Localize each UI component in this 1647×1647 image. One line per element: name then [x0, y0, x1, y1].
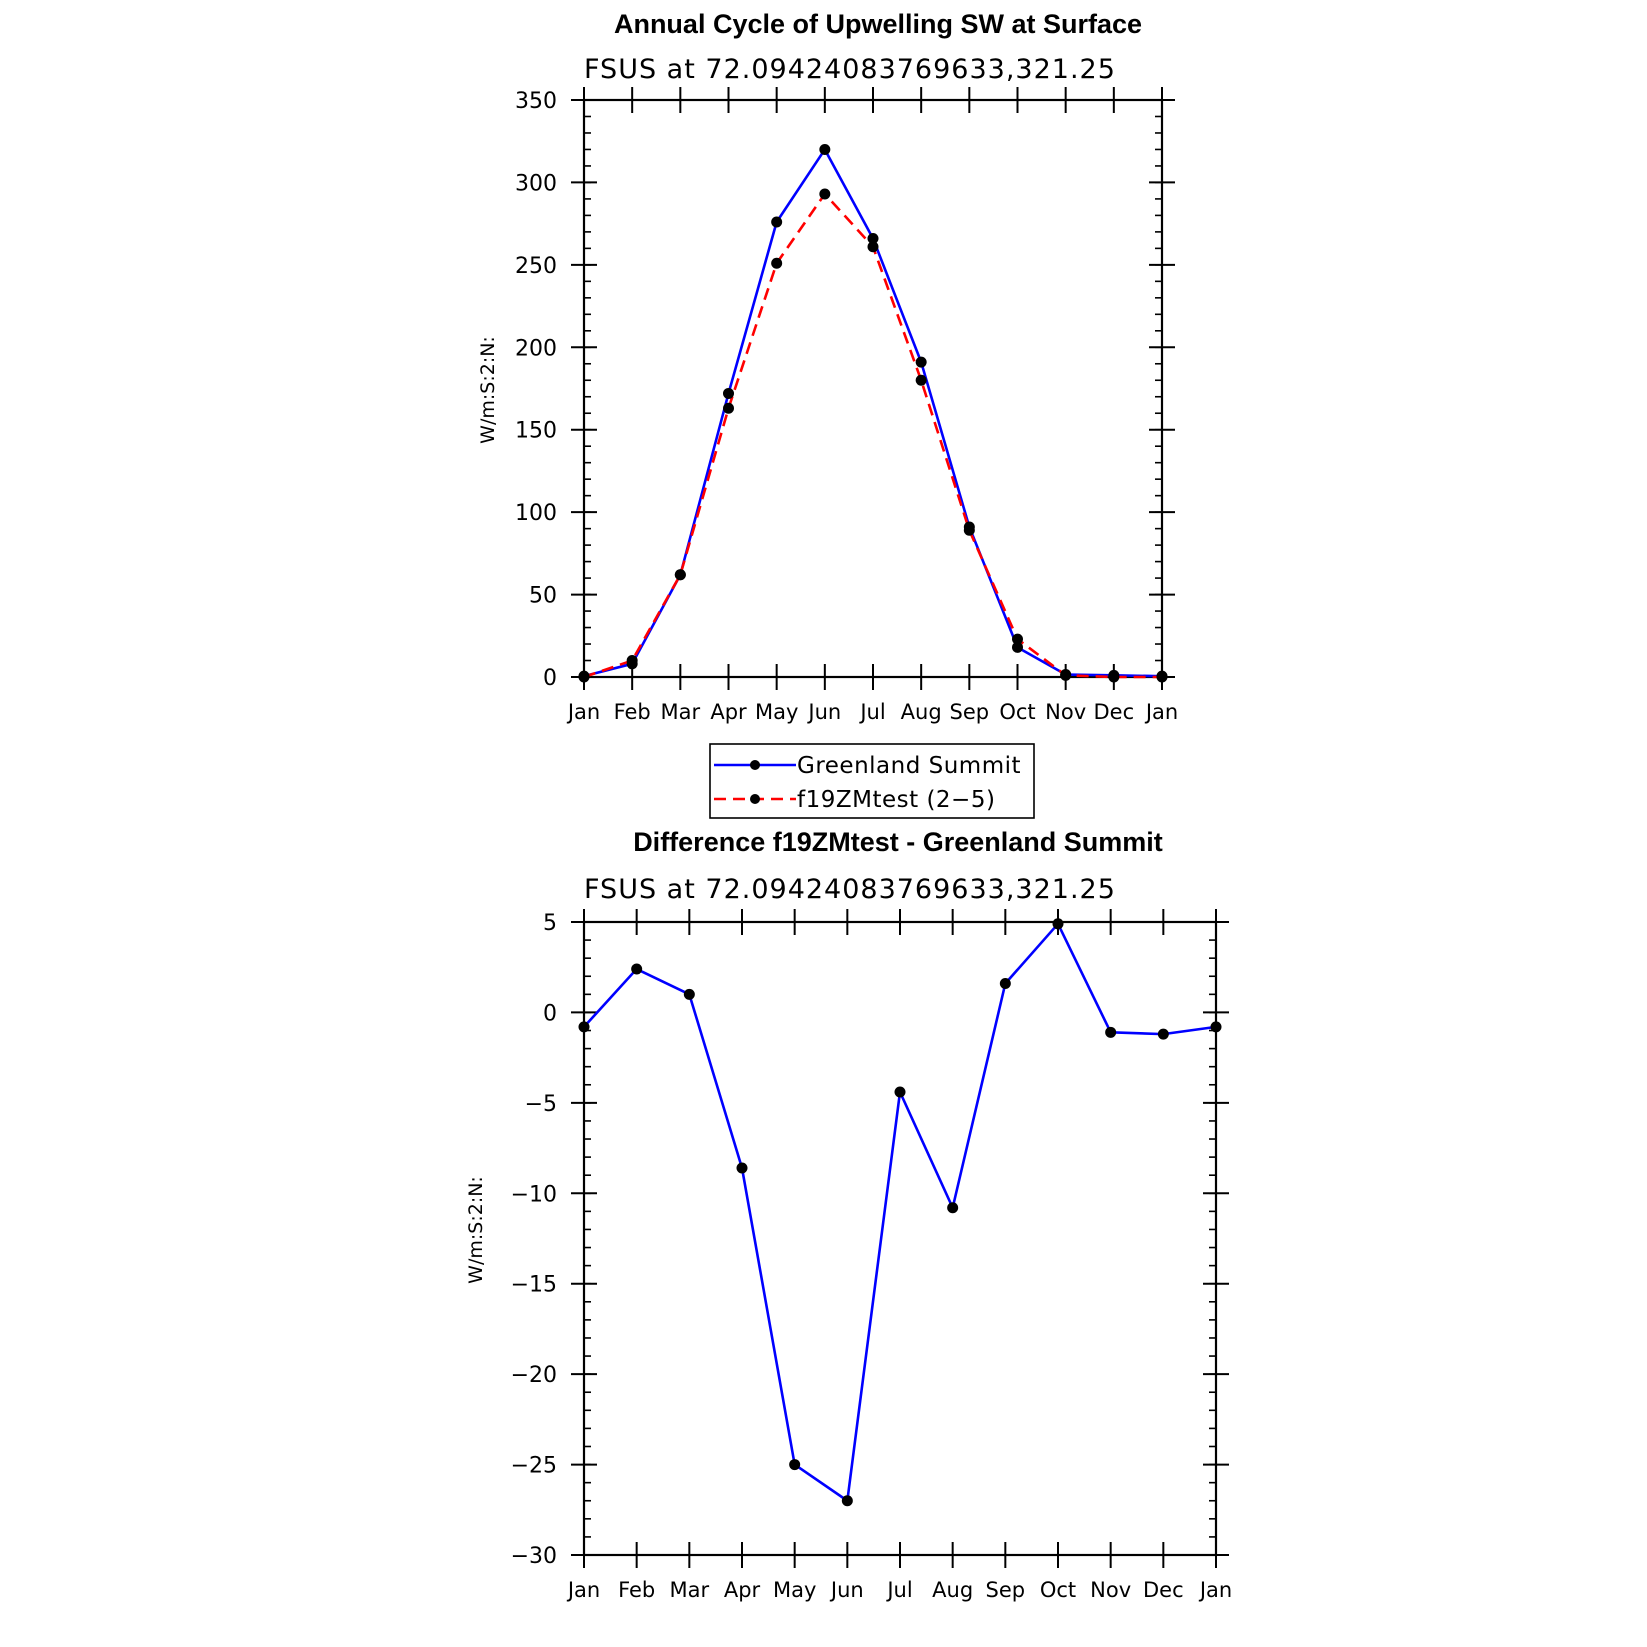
top-chart-series-1-point: [868, 241, 879, 252]
legend-label-f19zmtest: f19ZMtest (2−5): [797, 787, 996, 813]
bottom-chart-ytick-label: −5: [524, 1091, 557, 1117]
top-chart-series-1-point: [723, 403, 734, 414]
bottom-chart-xtick-label: Dec: [1143, 1578, 1184, 1602]
top-chart-xtick-label: Jan: [567, 700, 601, 724]
bottom-chart-xtick-label: Jan: [1199, 1578, 1233, 1602]
bottom-chart-ytick-label: −20: [510, 1363, 557, 1389]
bottom-chart-subtitle: FSUS at 72.09424083769633,321.25: [584, 874, 1116, 905]
top-chart-series-1-point: [579, 672, 590, 683]
top-chart-ytick-label: 300: [515, 171, 557, 197]
bottom-chart-ytick-label: −10: [510, 1182, 557, 1208]
top-chart-xtick-label: Aug: [900, 700, 942, 724]
top-chart-series-0-point: [771, 216, 782, 227]
top-chart-series-1-point: [1060, 670, 1071, 681]
legend-marker-f19zmtest: [750, 794, 760, 804]
top-chart-series-line-0: [584, 149, 1162, 676]
bottom-chart-series-0-point: [842, 1495, 853, 1506]
top-chart-series-1-point: [1012, 634, 1023, 645]
bottom-chart-ylabel: W/m:S:2:N:: [465, 1176, 487, 1284]
top-chart-ytick-label: 200: [515, 336, 557, 362]
top-chart-series-1-point: [964, 525, 975, 536]
bottom-chart-xtick-label: Sep: [985, 1578, 1026, 1602]
bottom-chart-xtick-label: Jul: [887, 1578, 913, 1602]
top-chart-ytick-label: 100: [515, 501, 557, 527]
bottom-chart-xtick-label: May: [772, 1578, 817, 1602]
bottom-chart-title: Difference f19ZMtest - Greenland Summit: [633, 827, 1163, 857]
top-chart-xtick-label: Nov: [1045, 700, 1087, 724]
top-chart-plot-area: [515, 87, 1178, 724]
bottom-chart-series-0-point: [947, 1202, 958, 1213]
top-chart-xtick-label: Jan: [1145, 700, 1179, 724]
top-chart-ytick-label: 350: [515, 89, 557, 114]
legend-marker-greenland-summit: [750, 760, 760, 770]
bottom-chart-ytick-label: −30: [510, 1544, 557, 1569]
bottom-chart-ytick-label: 5: [543, 911, 557, 936]
top-chart-series-1-point: [1157, 672, 1168, 683]
top-chart-xtick-label: Oct: [999, 700, 1036, 724]
top-chart-series-1-point: [675, 569, 686, 580]
top-chart-series-1-point: [916, 375, 927, 386]
bottom-chart-xtick-label: Feb: [618, 1578, 656, 1602]
top-chart-subtitle: FSUS at 72.09424083769633,321.25: [584, 54, 1116, 85]
top-chart-series-0-point: [819, 144, 830, 155]
top-chart-series-0-point: [723, 388, 734, 399]
top-chart-xtick-label: Sep: [949, 700, 990, 724]
bottom-chart-ytick-label: −15: [510, 1272, 557, 1298]
bottom-chart-series-0-point: [1105, 1027, 1116, 1038]
bottom-chart-frame: [584, 922, 1216, 1555]
top-chart-xtick-label: May: [754, 700, 799, 724]
top-chart-xtick-label: Mar: [660, 700, 701, 724]
top-chart-xtick-label: Feb: [613, 700, 651, 724]
top-chart-xtick-label: Jul: [860, 700, 886, 724]
top-chart-series-1-point: [819, 188, 830, 199]
top-chart-series-0-point: [916, 357, 927, 368]
bottom-chart-xtick-label: Apr: [723, 1578, 761, 1602]
bottom-chart-xtick-label: Mar: [669, 1578, 710, 1602]
bottom-chart-series-line-0: [584, 924, 1216, 1501]
bottom-chart-series-0-point: [579, 1021, 590, 1032]
legend: [710, 744, 1034, 818]
bottom-chart-series-0-point: [789, 1459, 800, 1470]
bottom-chart-series-0-point: [1000, 978, 1011, 989]
top-chart-ytick-label: 150: [515, 418, 557, 444]
top-chart-series-line-1: [584, 194, 1162, 677]
top-chart-series-1-point: [771, 258, 782, 269]
bottom-chart-xtick-label: Oct: [1039, 1578, 1077, 1602]
bottom-chart-series-0-point: [737, 1162, 748, 1173]
legend-label-greenland-summit: Greenland Summit: [797, 753, 1022, 779]
top-chart-ytick-label: 50: [529, 583, 557, 609]
top-chart-ytick-label: 0: [543, 666, 557, 691]
top-chart-xtick-label: Jun: [808, 700, 842, 724]
bottom-chart-series-0-point: [895, 1087, 906, 1098]
bottom-chart-xtick-label: Aug: [932, 1578, 974, 1602]
top-chart-title: Annual Cycle of Upwelling SW at Surface: [613, 9, 1143, 39]
bottom-chart-xtick-label: Jun: [830, 1578, 864, 1602]
bottom-chart-ytick-label: 0: [543, 1001, 557, 1027]
top-chart-series-1-point: [1108, 672, 1119, 683]
bottom-chart-series-0-point: [631, 964, 642, 975]
bottom-chart-xtick-label: Jan: [567, 1578, 601, 1602]
bottom-chart-plot-area: [511, 909, 1233, 1602]
bottom-chart-series-0-point: [1053, 918, 1064, 929]
bottom-chart-xtick-label: Nov: [1090, 1578, 1132, 1602]
top-chart-xtick-label: Dec: [1093, 700, 1135, 724]
top-chart-ytick-label: 250: [515, 253, 557, 279]
bottom-chart-ytick-label: −25: [510, 1453, 557, 1479]
bottom-chart-series-0-point: [684, 989, 695, 1000]
top-chart-xtick-label: Apr: [710, 700, 747, 724]
bottom-chart-series-0-point: [1158, 1029, 1169, 1040]
bottom-chart-series-0-point: [1211, 1021, 1222, 1032]
top-chart-series-1-point: [627, 655, 638, 666]
top-chart-ylabel: W/m:S:2:N:: [477, 336, 499, 444]
